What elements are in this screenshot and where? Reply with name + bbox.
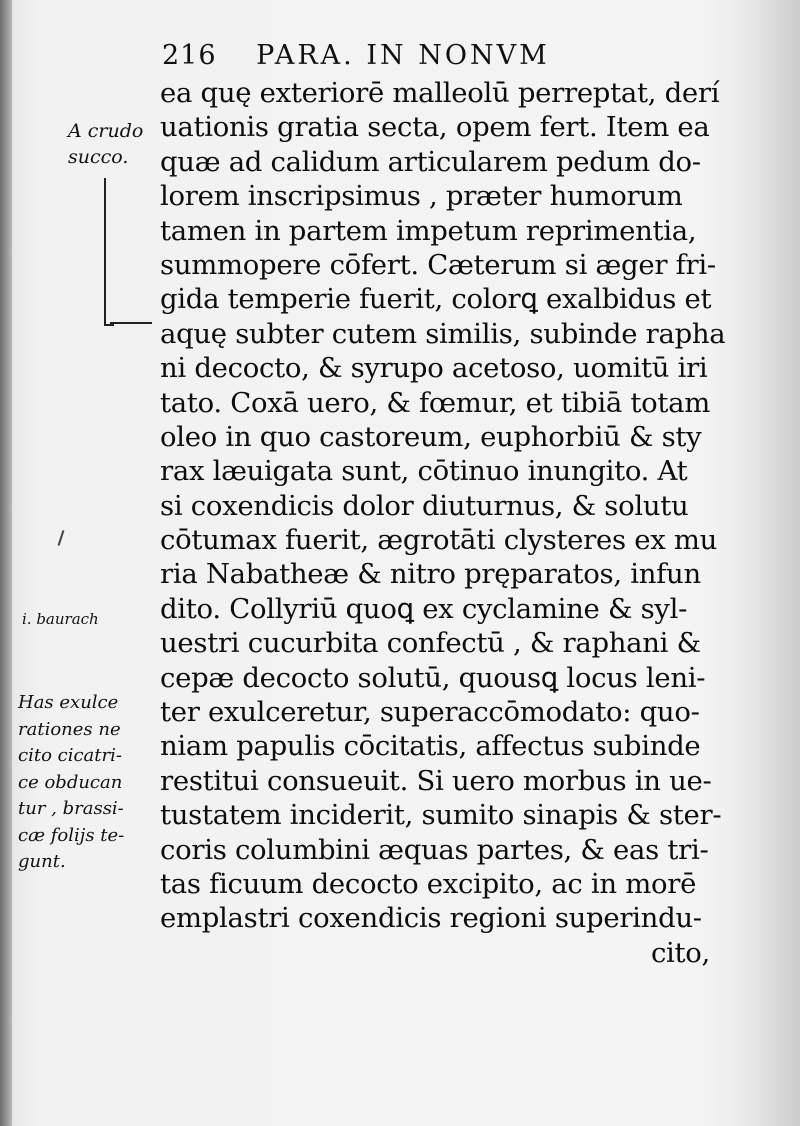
marginal-note-baurach: i. baurach	[22, 610, 99, 628]
main-text-block	[160, 76, 726, 970]
text-line: gida temperie fuerit, colorꝗ exalbidus et	[160, 283, 712, 316]
text-line: cōtumax fuerit, ægrotāti clysteres ex mu	[160, 524, 718, 557]
running-header	[162, 40, 550, 71]
text-line: si coxendicis dolor diuturnus, & solutu	[160, 489, 689, 522]
marginal-bracket	[104, 178, 114, 326]
text-line: tato. Coxā uero, & fœmur, et tibiā totam	[160, 386, 711, 419]
text-line: ea quę exteriorē malleolū perreptat, derí	[160, 77, 720, 109]
marginal-note-line: ce obducan	[18, 771, 123, 793]
running-title: PARA. IN NONVM	[256, 40, 550, 71]
text-line: ria Nabatheæ & nitro pręparatos, infun	[160, 558, 701, 591]
marginal-note-line: rationes ne	[18, 718, 121, 740]
marginal-note-line: tur , brassi-	[18, 798, 124, 819]
page-gutter-shadow	[0, 0, 12, 1126]
text-line: niam papulis cōcitatis, affectus subinde	[160, 730, 701, 763]
text-line: summopere cōfert. Cæterum si æger fri-	[160, 248, 716, 281]
text-line: ni decocto, & syrupo acetoso, uomitū iri	[160, 352, 708, 385]
marginal-note-exulcerationes	[18, 690, 124, 876]
marginal-bracket-tail	[110, 322, 152, 324]
marginal-note-line: succo.	[68, 146, 129, 168]
text-line: tustatem inciderit, sumito sinapis & ster-	[160, 799, 722, 832]
marginal-note-line: Has exulce	[18, 692, 119, 713]
text-line: cepæ decocto solutū, quousꝗ locus leni-	[160, 661, 706, 694]
text-line: ter exulceretur, superaccōmodato: quo-	[160, 696, 700, 729]
text-line: restitui consueuit. Si uero morbus in ue-	[160, 764, 712, 797]
text-line: quæ ad calidum articularem pedum do-	[160, 145, 701, 178]
text-line: uestri cucurbita confectū , & raphani &	[160, 627, 701, 660]
text-line: coris columbini æquas partes, & eas tri-	[160, 833, 709, 866]
catchword: cito,	[650, 936, 710, 969]
text-line: tamen in partem impetum reprimentia,	[160, 214, 697, 247]
ink-mark	[58, 530, 65, 546]
text-line: tas ficuum decocto excipito, ac in morē	[160, 867, 697, 900]
text-line: emplastri coxendicis regioni superindu-	[160, 902, 702, 935]
text-line: rax læuigata sunt, cōtinuo inungito. At	[160, 455, 688, 488]
marginal-note-line: cito cicatri-	[18, 745, 122, 766]
text-line: lorem inscripsimus , præter humorum	[160, 180, 683, 213]
marginal-note-crudo	[68, 118, 143, 170]
marginal-note-line: cæ folijs te-	[18, 824, 125, 846]
marginal-note-line: A crudo	[68, 120, 144, 142]
text-line: dito. Collyriū quoꝗ ex cyclamine & syl-	[160, 592, 688, 625]
text-line: uationis gratia secta, opem fert. Item ea	[160, 111, 710, 144]
page-edge-shade	[730, 0, 800, 1126]
text-line: aquę subter cutem similis, subinde rapha	[160, 317, 726, 350]
marginal-note-line: gunt.	[18, 851, 66, 872]
text-line: oleo in quo castoreum, euphorbiū & sty	[160, 420, 702, 453]
page-number: 216	[162, 40, 217, 71]
